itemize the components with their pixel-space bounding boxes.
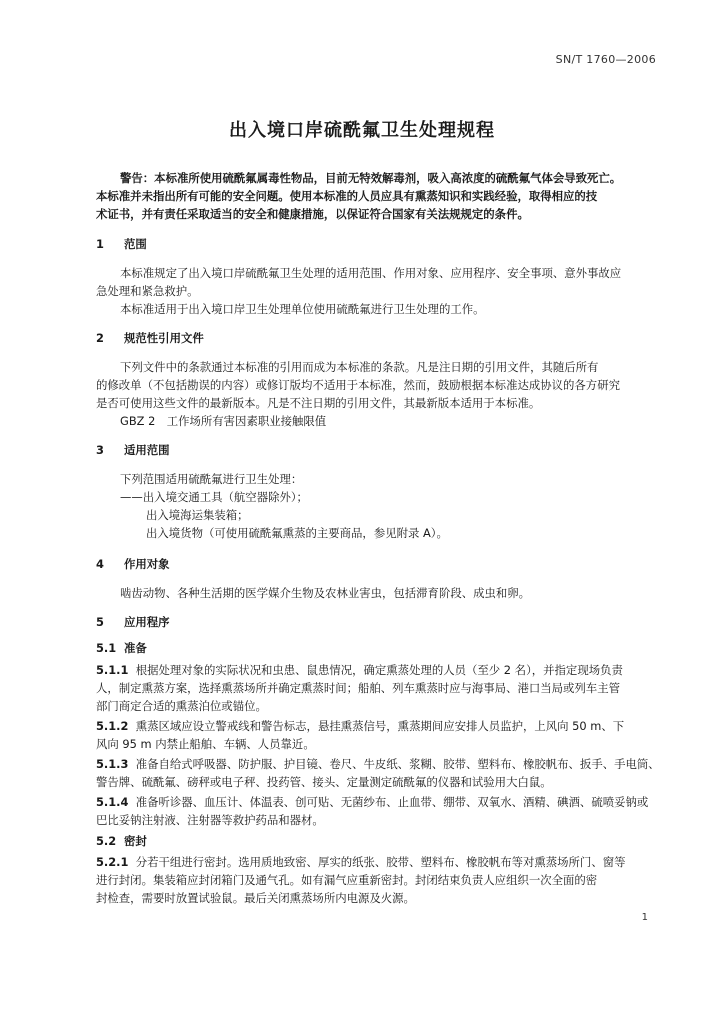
warning-line-1: 警告：本标准所使用硫酰氟属毒性物品，目前无特效解毒剂，吸入高浓度的硫酰氟气体会导致死亡。 [120, 171, 622, 185]
clause-5-2-1 [96, 853, 626, 871]
section-2-heading [96, 330, 204, 346]
paragraph-line: 下列文件中的条款通过本标准的引用而成为本标准的条款。凡是注日期的引用文件，其随后所有 [120, 360, 599, 374]
section-5-heading [96, 614, 170, 630]
page-number: 1 [641, 912, 648, 923]
clause-text: 熏蒸区域应设立警戒线和警告标志，悬挂熏蒸信号，熏蒸期间应安排人员监护，上风向 50 m、下 [135, 719, 625, 733]
paragraph-line: 啮齿动物、各种生活期的医学媒介生物及农林业害虫，包括滞育阶段、成虫和卵。 [120, 586, 531, 600]
list-item: 出入境货物（可使用硫酰氟熏蒸的主要商品，参见附录 A）。 [146, 526, 448, 540]
subsection-5-2-heading [96, 833, 147, 849]
section-title: 适用范围 [124, 443, 170, 457]
section-title: 密封 [124, 834, 147, 848]
warning-line-3: 术证书，并有责任采取适当的安全和健康措施，以保证符合国家有关法规规定的条件。 [96, 207, 529, 221]
paragraph-line: 进行封闭。集装箱应封闭箱门及通气孔。如有漏气应重新密封。封闭结束负责人应组织一次全面的密 [96, 873, 598, 887]
warning-line-2: 本标准并未指出所有可能的安全问题。使用本标准的人员应具有熏蒸知识和实践经验，取得相应的技 [96, 189, 598, 203]
paragraph-line: 是否可使用这些文件的最新版本。凡是不注日期的引用文件，其最新版本适用于本标准。 [96, 396, 541, 410]
paragraph-line: 巴比妥钠注射液、注射器等救护药品和器材。 [96, 813, 324, 827]
paragraph-line: 的修改单（不包括勘误的内容）或修订版均不适用于本标准，然而，鼓励根据本标准达成协议的各方研究 [96, 378, 620, 392]
clause-number: 5.1.1 [96, 663, 129, 677]
list-item: 出入境海运集装箱； [146, 508, 249, 522]
clause-5-1-4 [96, 793, 648, 811]
section-number: 5 [96, 615, 104, 629]
section-number: 3 [96, 443, 104, 457]
standard-number: SN/T 1760—2006 [555, 53, 656, 66]
section-3-heading [96, 442, 170, 458]
clause-5-1-2 [96, 717, 624, 735]
clause-5-1-3 [96, 755, 660, 773]
paragraph-line: 封检查，需要时放置试验鼠。最后关闭熏蒸场所内电源及火源。 [96, 891, 415, 905]
paragraph-line: 急处理和紧急救护。 [96, 284, 199, 298]
section-1-heading [96, 236, 147, 252]
clause-number: 5.1.4 [96, 795, 129, 809]
subsection-5-1-heading [96, 640, 147, 656]
section-title: 范围 [124, 237, 147, 251]
section-4-heading [96, 556, 170, 572]
section-title: 作用对象 [124, 557, 170, 571]
paragraph-line: 部门商定合适的熏蒸泊位或锚位。 [96, 699, 267, 713]
normative-reference: GBZ 2 工作场所有害因素职业接触限值 [120, 414, 327, 428]
section-number: 4 [96, 557, 104, 571]
section-number: 2 [96, 331, 104, 345]
clause-text: 准备自给式呼吸器、防护服、护目镜、卷尺、牛皮纸、浆糊、胶带、塑料布、橡胶帆布、扳手、手电筒、 [135, 757, 660, 771]
paragraph-line: 本标准适用于出入境口岸卫生处理单位使用硫酰氟进行卫生处理的工作。 [120, 302, 485, 316]
section-title: 准备 [124, 641, 147, 655]
section-number: 5.2 [96, 834, 117, 848]
section-title: 规范性引用文件 [124, 331, 204, 345]
section-number: 1 [96, 237, 104, 251]
clause-5-1-1 [96, 661, 623, 679]
paragraph-line: 下列范围适用硫酰氟进行卫生处理： [120, 472, 303, 486]
clause-number: 5.1.3 [96, 757, 129, 771]
paragraph-line: 警告牌、硫酰氟、磅秤或电子秤、投药管、接头、定量测定硫酰氟的仪器和试验用大白鼠。 [96, 775, 552, 789]
section-number: 5.1 [96, 641, 117, 655]
paragraph-line: 风向 95 m 内禁止船舶、车辆、人员靠近。 [96, 737, 315, 751]
clause-text: 准备听诊器、血压计、体温表、创可贴、无菌纱布、止血带、绷带、双氧水、酒精、碘酒、硫喷妥钠或 [135, 795, 649, 809]
clause-number: 5.2.1 [96, 855, 129, 869]
document-title: 出入境口岸硫酰氟卫生处理规程 [229, 120, 495, 141]
clause-text: 分若干组进行密封。选用质地致密、厚实的纸张、胶带、塑料布、橡胶帆布等对熏蒸场所门、窗等 [135, 855, 626, 869]
clause-number: 5.1.2 [96, 719, 129, 733]
paragraph-line: 本标准规定了出入境口岸硫酰氟卫生处理的适用范围、作用对象、应用程序、安全事项、意外事故应 [120, 266, 622, 280]
paragraph-line: 人，制定熏蒸方案，选择熏蒸场所并确定熏蒸时间；船舶、列车熏蒸时应与海事局、港口当局或列车主管 [96, 681, 620, 695]
list-item: ——出入境交通工具（航空器除外）； [120, 490, 308, 504]
section-title: 应用程序 [124, 615, 170, 629]
clause-text: 根据处理对象的实际状况和虫患、鼠患情况，确定熏蒸处理的人员（至少 2 名），并指定现场负责 [135, 663, 623, 677]
